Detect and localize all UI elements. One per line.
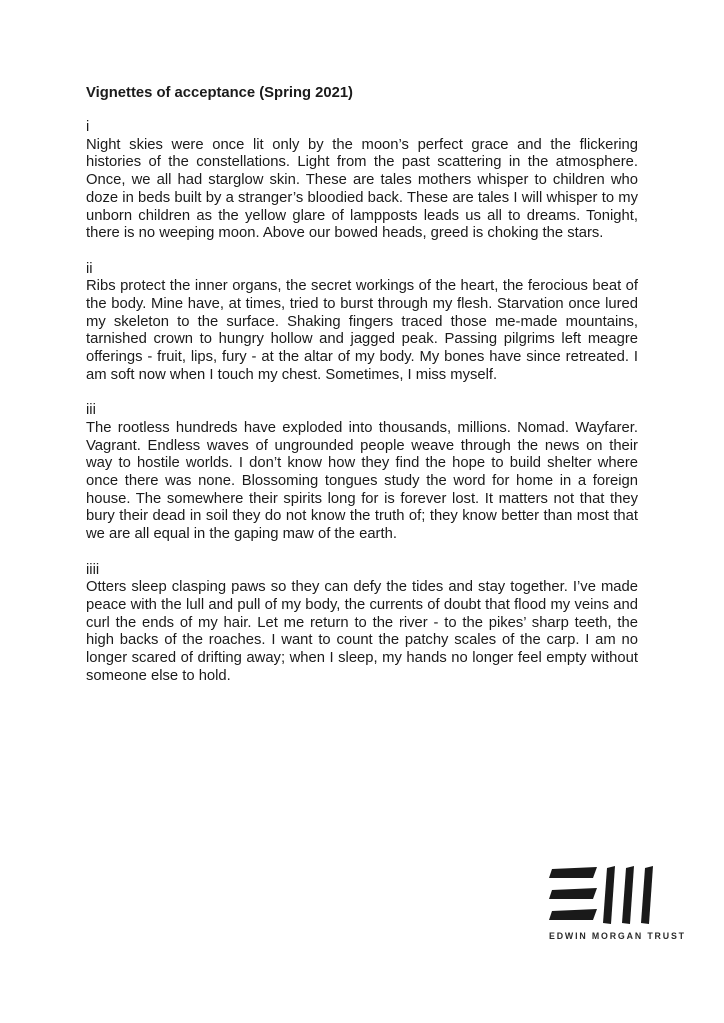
section-iiii (86, 562, 638, 686)
section-iii (86, 402, 638, 544)
em-logo-icon (549, 866, 657, 924)
edwin-morgan-trust-logo (549, 866, 686, 941)
section-text: The rootless hundreds have exploded into thousands, millions. Nomad. Wayfarer. Vagrant. Endless waves of ungrounded people weave through the news on their way to hostile worlds. I don’t know how they find the hope to build shelter where once there was none. Blossoming tongues study the word for home in a foreign house. The somewhere their spirits long for is forever lost. It matters not that they bury their dead in soil they do not know the truth of; they know better than most that we are all equal in the gaping maw of the earth. (86, 419, 638, 543)
document-title: Vignettes of acceptance (Spring 2021) (86, 85, 353, 101)
section-text: Otters sleep clasping paws so they can defy the tides and stay together. I’ve made peace with the lull and pull of my body, the currents of doubt that flood my veins and curl the ends of my hair. Let me return to the river - to the pikes’ sharp teeth, the high backs of the roaches. I want to count the patchy scales of the carp. I am no longer scared of drifting away; when I sleep, my hands no longer feel empty without someone else to hold. (86, 579, 638, 684)
section-text: Ribs protect the inner organs, the secret workings of the heart, the ferocious beat of the body. Mine have, at times, tried to burst through my flesh. Starvation once lured my skeleton to the surface. Shaking fingers traced those me-made mountains, tarnished crown to hungry hollow and jagged peak. Passing pilgrims left meagre offerings - fruit, lips, fury - at the altar of my body. My bones have since retreated. I am soft now when I touch my chest. Sometimes, I miss myself. (86, 278, 638, 383)
logo-wordmark: EDWIN MORGAN TRUST (549, 931, 686, 941)
section-label: iiii (86, 561, 100, 578)
document-content (86, 84, 638, 685)
section-label: i (86, 119, 90, 135)
section-text: Night skies were once lit only by the moon’s perfect grace and the flickering histories of the constellations. Light from the past scattering in the atmosphere. Once, we all had starglow skin. These are tales mothers whisper to children who doze in beds built by a stranger’s bloodied back. These are tales I will whisper to my unborn children as the yellow glare of lampposts leads us all to dreams. Tonight, there is no weeping moon. Above our bowed heads, greed is choking the stars. (86, 136, 638, 242)
section-label: iii (86, 402, 96, 419)
section-i (86, 119, 638, 243)
section-ii (86, 261, 638, 385)
section-label: ii (86, 260, 93, 277)
